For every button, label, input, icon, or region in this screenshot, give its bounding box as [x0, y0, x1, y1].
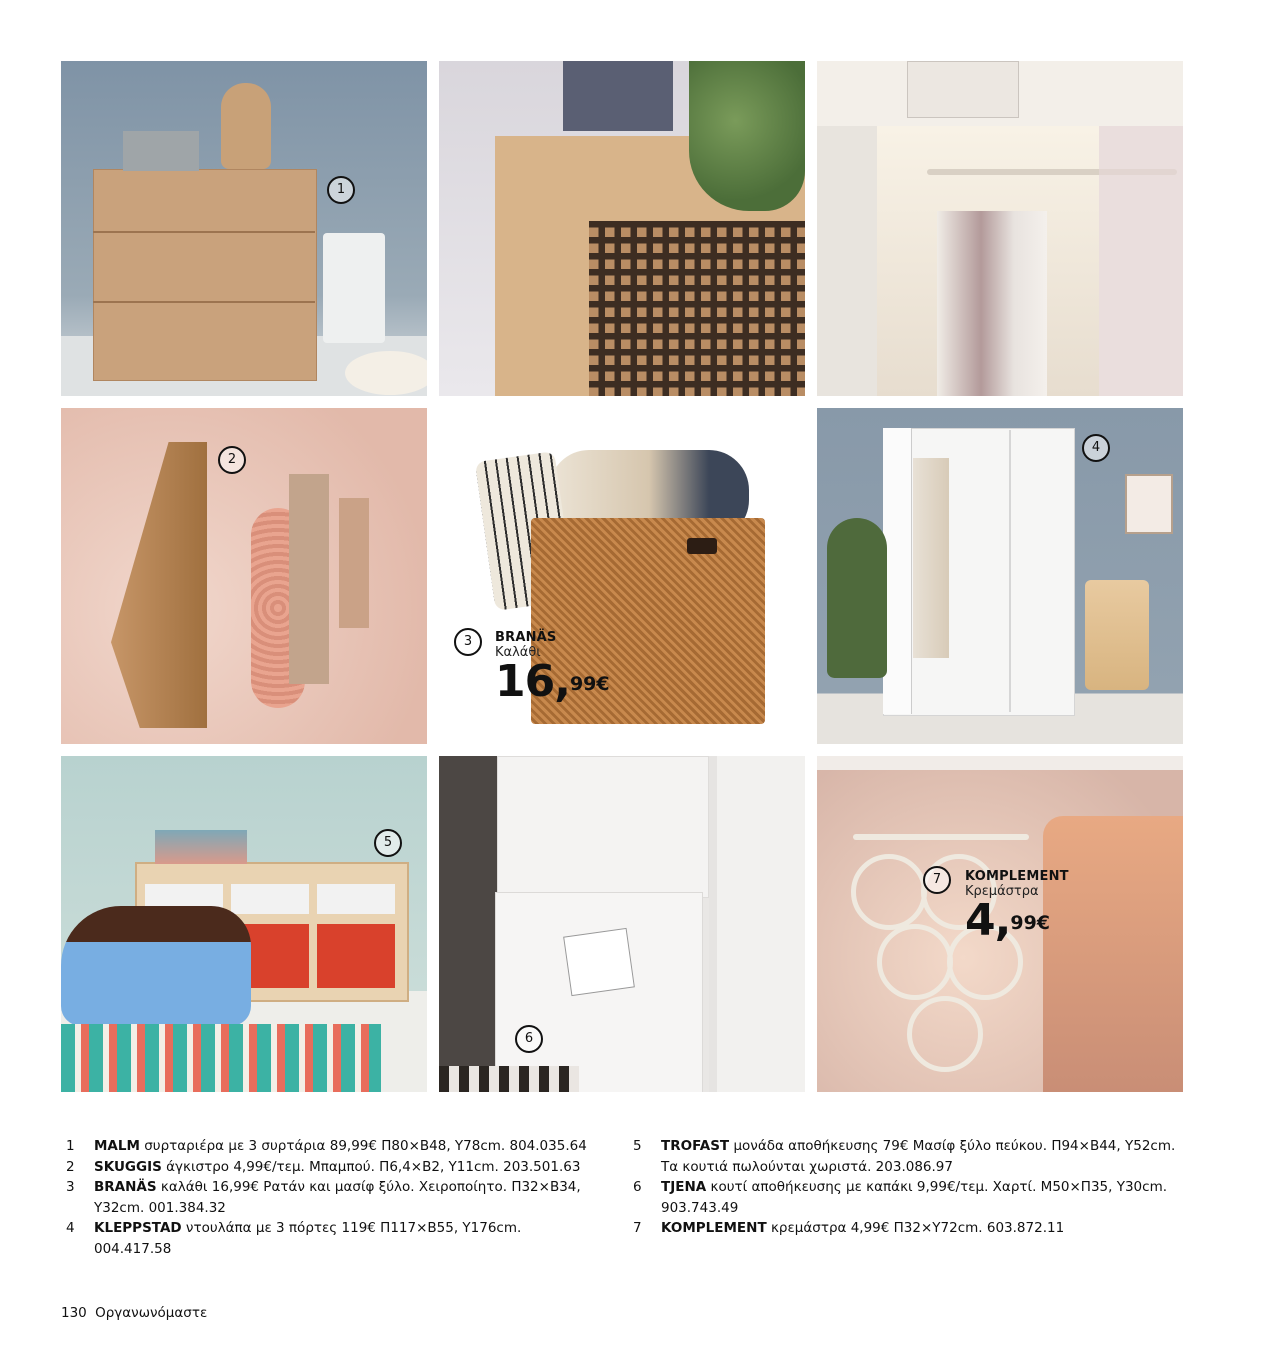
legend-text: κρεμάστρα 4,99€ Π32×Υ72cm. 603.872.11	[770, 1220, 1065, 1236]
lattice-panel	[589, 221, 805, 396]
hook-small	[339, 498, 369, 628]
rug	[61, 1024, 381, 1092]
legend-text: συρταριέρα με 3 συρτάρια 89,99€ Π80×Β48, Υ78cm. 804.035.64	[144, 1138, 587, 1154]
stool	[323, 233, 385, 343]
garment	[1043, 816, 1183, 1092]
plant	[827, 518, 887, 678]
plant-leaves	[689, 61, 805, 211]
legend-name: KOMPLEMENT	[661, 1220, 767, 1236]
chair	[1085, 580, 1149, 690]
photo-kleppstad-wardrobe	[817, 408, 1183, 744]
legend-number: 1	[66, 1138, 75, 1154]
hanger-ring	[851, 854, 927, 930]
page-footer	[61, 1305, 207, 1321]
legend-name: BRANÄS	[94, 1179, 157, 1195]
wall-picture	[1125, 474, 1173, 534]
legend-text: καλάθι 16,99€ Ρατάν και μασίφ ξύλο. Χειροποίητο. Π32×Β34, Υ32cm. 001.384.32	[94, 1179, 581, 1216]
legend-item	[66, 1177, 596, 1218]
callout-number: 3	[454, 628, 482, 656]
legend-text: κουτί αποθήκευσης με καπάκι 9,99€/τεμ. Χαρτί. Μ50×Π35, Υ30cm. 903.743.49	[661, 1179, 1168, 1216]
note-card	[563, 928, 635, 996]
product-desc: Καλάθι	[495, 645, 541, 660]
hook-medium	[289, 474, 329, 684]
callout-number: 6	[515, 1025, 543, 1053]
clothes	[937, 211, 1047, 396]
picture-frame	[563, 61, 673, 131]
photo-malm-dresser	[61, 61, 427, 396]
legend-name: MALM	[94, 1138, 140, 1154]
legend-number: 6	[633, 1179, 642, 1195]
photo-radiator-cover	[439, 61, 805, 396]
product-legend-left	[66, 1136, 596, 1259]
wardrobe-open-door	[883, 428, 912, 714]
legend-text: ντουλάπα με 3 πόρτες 119€ Π117×Β55, Υ176cm. 004.417.58	[94, 1220, 522, 1257]
hook-large	[111, 442, 207, 728]
price-decimal: 99€	[569, 673, 610, 695]
photo-skuggis-hooks	[61, 408, 427, 744]
price-integer: 16,	[495, 656, 570, 707]
wardrobe-clothes	[913, 458, 949, 658]
books-toys	[155, 830, 247, 864]
product-name: BRANÄS	[495, 630, 557, 645]
section-title: Οργανωνόμαστε	[95, 1305, 208, 1321]
hanger-bar	[853, 834, 1029, 840]
dresser-drawer-line	[93, 301, 315, 303]
legend-name: KLEPPSTAD	[94, 1220, 182, 1236]
page-number: 130	[61, 1305, 87, 1321]
sheepskin	[345, 351, 427, 395]
photo-tjena-boxes	[439, 756, 805, 1092]
photo-komplement-hanger	[817, 756, 1183, 1092]
photo-trofast-storage	[61, 756, 427, 1092]
legend-name: TROFAST	[661, 1138, 730, 1154]
legend-item	[633, 1177, 1193, 1218]
callout-number: 2	[218, 446, 246, 474]
price-integer: 4,	[965, 895, 1011, 946]
storage-box	[907, 61, 1019, 118]
legend-text: άγκιστρο 4,99€/τεμ. Μπαμπού. Π6,4×Β2, Υ11cm. 203.501.63	[166, 1158, 581, 1175]
basket	[123, 131, 199, 171]
legend-number: 5	[633, 1138, 642, 1154]
product-legend-right	[633, 1136, 1193, 1239]
callout-number: 5	[374, 829, 402, 857]
legend-item	[66, 1157, 596, 1178]
legend-number: 7	[633, 1220, 642, 1236]
product-desc: Κρεμάστρα	[965, 884, 1039, 899]
hanger-ring	[877, 924, 953, 1000]
legend-item	[66, 1218, 596, 1259]
frame-left	[817, 126, 877, 396]
product-price	[965, 895, 1069, 946]
dresser	[93, 169, 317, 381]
basket-handle	[687, 538, 717, 554]
callout-number: 7	[923, 866, 951, 894]
child	[61, 906, 251, 1026]
floor-rug	[439, 1066, 579, 1092]
product-branas-basket	[439, 408, 805, 744]
mirror-frame	[709, 756, 805, 1092]
dresser-drawer-line	[93, 231, 315, 233]
product-price	[495, 656, 610, 707]
product-name: KOMPLEMENT	[965, 869, 1069, 884]
price-decimal: 99€	[1010, 912, 1051, 934]
photo-wardrobe-interior	[817, 61, 1183, 396]
wardrobe-door-split	[1009, 430, 1011, 712]
box-top	[497, 756, 709, 898]
legend-item	[66, 1136, 596, 1157]
product-callout	[495, 630, 610, 707]
legend-name: TJENA	[661, 1179, 707, 1195]
legend-item	[633, 1136, 1193, 1177]
lamp	[221, 83, 271, 169]
hanger-ring	[907, 996, 983, 1072]
callout-number: 4	[1082, 434, 1110, 462]
legend-number: 4	[66, 1220, 75, 1236]
clothes-rail	[817, 756, 1183, 770]
product-callout	[965, 869, 1069, 946]
callout-number: 1	[327, 176, 355, 204]
legend-item	[633, 1218, 1193, 1239]
glass-door	[1099, 126, 1183, 396]
legend-name: SKUGGIS	[94, 1158, 162, 1175]
legend-text: μονάδα αποθήκευσης 79€ Μασίφ ξύλο πεύκου. Π94×Β44, Υ52cm. Τα κουτιά πωλούνται χωριστά. 203.086.97	[661, 1138, 1176, 1175]
legend-number: 2	[66, 1158, 75, 1175]
legend-number: 3	[66, 1179, 75, 1195]
